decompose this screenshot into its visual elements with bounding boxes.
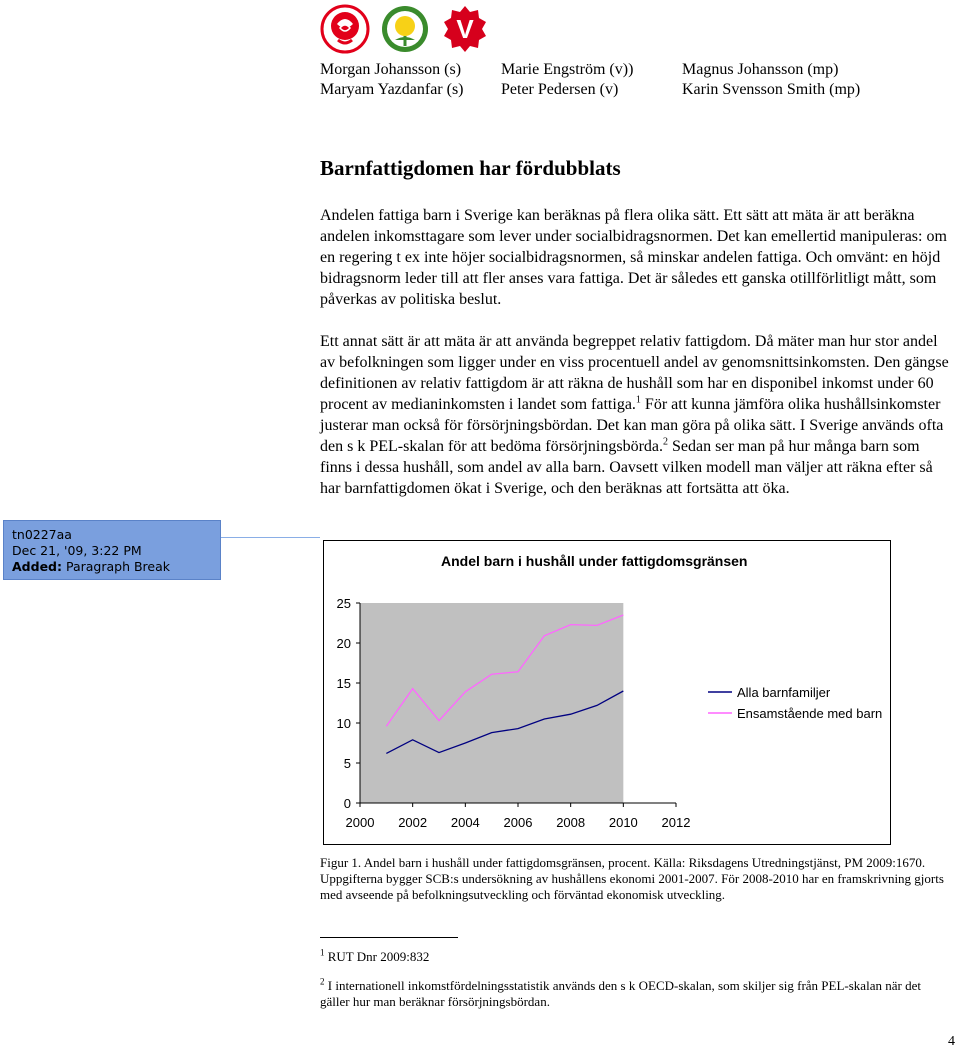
paragraph-text: Sedan ser man på hur många barn som finns i dessa hushåll, som andel av alla barn. Oavsett vilken modell man väljer att räkna efter så har barnfattigdomen ökat i Sverige, och den beräknas att fortsätta att öka.: [320, 438, 933, 497]
footnote-text: I internationell inkomstfördelningsstatistik används den s k OECD-skalan, som skiljer sig från PEL-skalan när det gäller hur man beräknar försörjningsbördan.: [320, 978, 921, 1009]
legend-label-1: Alla barnfamiljer: [737, 685, 831, 700]
comment-label: Added:: [12, 559, 62, 574]
x-tick-label: 2004: [450, 815, 480, 830]
y-tick-label: 5: [343, 756, 351, 771]
author-name: Peter Pedersen (v): [501, 81, 619, 98]
body-paragraph-1: Andelen fattiga barn i Sverige kan beräknas på flera olika sätt. Ett sätt att mäta är att beräkna andelen inkomsttagare som lever under socialbidragsnormen. Det kan emellertid manipuleras: om en regering t ex inte höjer socialbidragsnormen, så minskar andelen fattiga. Och omvänt: en höjd bidragsnorm leder till att fler anses vara fattiga. Det är således ett ganska otillförlitligt mått, som påverkas av politiska beslut.: [320, 207, 947, 308]
paragraph-text: Ett annat sätt är att mäta är att använda begreppet relativ fattigdom. Då mäter man hur stor andel av befolkningen som ligger under en viss procentuell andel av genomsnittsinkomsten. Den gängse definitionen av relativ fattigdom är att räkna de hushåll som har en disponibel inkomst under 60 procent av medianinkomsten i landet som fattiga.: [320, 333, 949, 413]
x-tick-label: 2012: [661, 815, 691, 830]
figure-caption: Figur 1. Andel barn i hushåll under fattigdomsgränsen, procent. Källa: Riksdagens Utredningstjänst, PM 2009:1670. Uppgifterna bygger SCB:s undersökning av hushållens ekonomi 2001-2007. För 2008-2010 har en framskrivning gjorts med avseende på befolkningsutveckling och förväntad ekonomisk utveckling.: [320, 855, 944, 902]
author-name: Karin Svensson Smith (mp): [682, 81, 861, 98]
x-tick-label: 2008: [556, 815, 586, 830]
footnote-text: RUT Dnr 2009:832: [324, 949, 430, 964]
comment-date: Dec 21, '09, 3:22 PM: [12, 543, 142, 558]
footnote-ref-2[interactable]: 2: [663, 436, 669, 448]
footnote-2: [320, 978, 950, 1010]
x-tick-label: 2000: [345, 815, 375, 830]
author-name: Maryam Yazdanfar (s): [320, 81, 464, 98]
y-tick-label: 25: [336, 596, 351, 611]
footnote-number: 1: [320, 947, 325, 958]
footnote-number: 2: [320, 976, 325, 987]
page-number: 4: [948, 1034, 955, 1049]
x-tick-label: 2006: [503, 815, 533, 830]
v-party-letter: V: [456, 14, 474, 44]
comment-text: Paragraph Break: [65, 559, 171, 574]
author-name: Morgan Johansson (s): [320, 61, 462, 78]
author-name: Magnus Johansson (mp): [682, 61, 839, 78]
footnote-ref-1[interactable]: 1: [635, 394, 641, 406]
legend-label-2: Ensamstående med barn: [737, 706, 883, 721]
x-tick-label: 2002: [398, 815, 428, 830]
chart-title: Andel barn i hushåll under fattigdomsgränsen: [441, 553, 748, 569]
author-name: Marie Engström (v)): [501, 61, 634, 78]
page-title: Barnfattigdomen har fördubblats: [320, 156, 621, 180]
x-tick-label: 2010: [608, 815, 638, 830]
y-tick-label: 20: [336, 636, 351, 651]
footnote-separator: [320, 937, 458, 938]
y-tick-label: 0: [343, 796, 351, 811]
plot-area-background: [360, 603, 623, 803]
comment-author: tn0227aa: [12, 527, 72, 542]
paragraph-text: För att kunna jämföra olika hushållsinkomster justerar man också för försörjningsbördan. Det kan man göra på olika sätt. I Sverige används ofta den s k PEL-skalan för att bedöma försörjningsbörda.: [320, 396, 944, 455]
footnote-1: [320, 949, 950, 965]
y-tick-label: 10: [336, 716, 351, 731]
y-tick-label: 15: [336, 676, 351, 691]
